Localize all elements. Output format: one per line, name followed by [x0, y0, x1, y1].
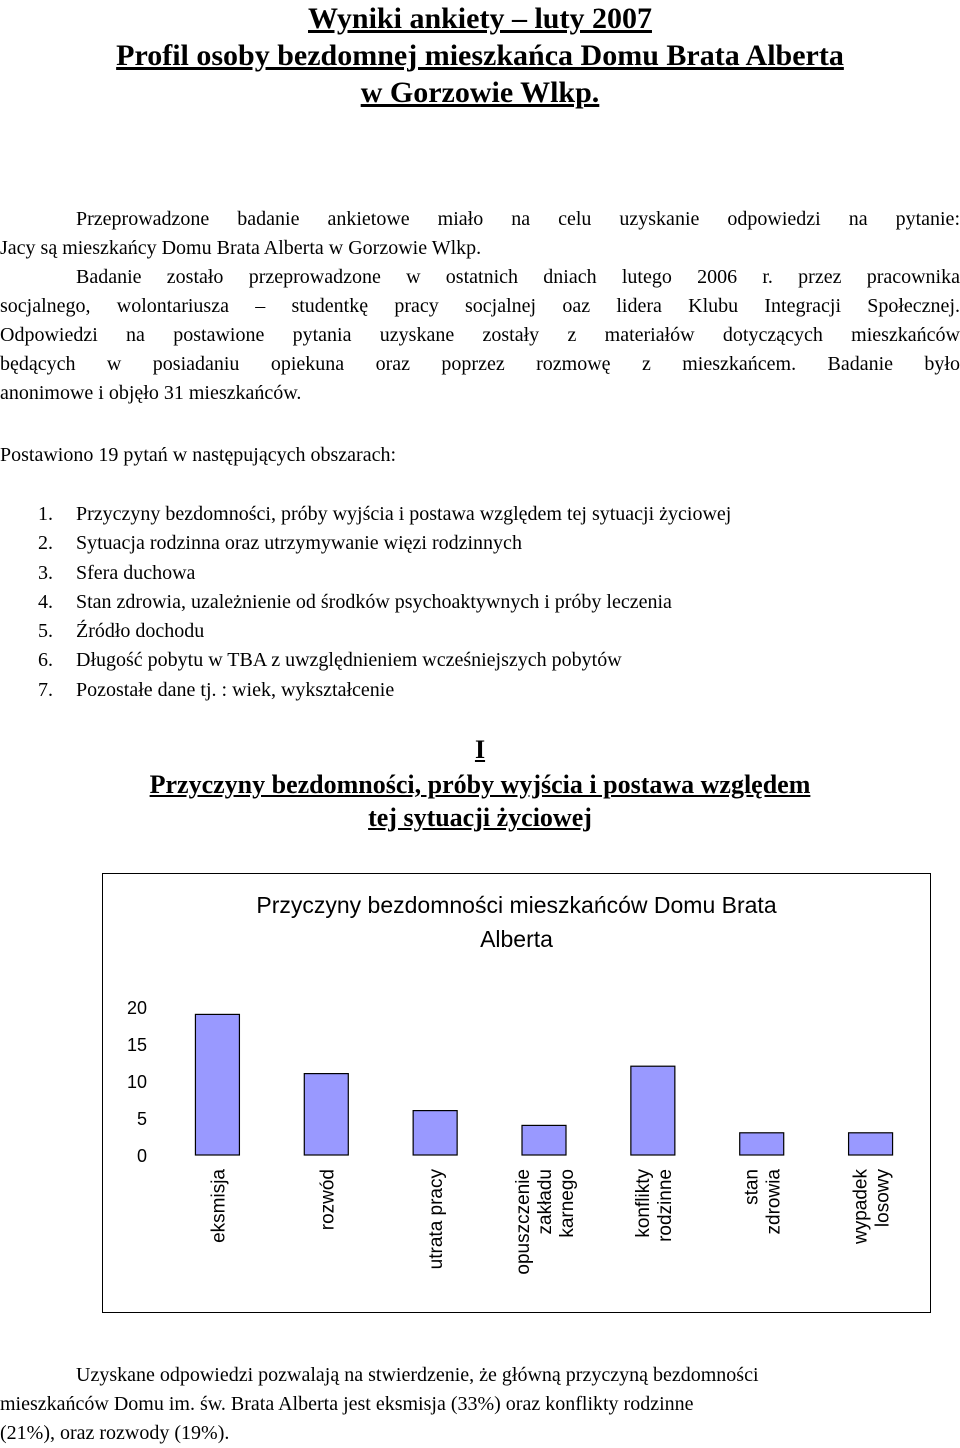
intro-line: Badanie zostało przeprowadzone w ostatnich dniach lutego 2006 r. przez pracownika	[76, 266, 960, 288]
report-subtitle-location: w Gorzowie Wlkp.	[360, 76, 600, 109]
list-text: Sfera duchowa	[76, 561, 196, 584]
list-text: Przyczyny bezdomności, próby wyjścia i postawa względem tej sytuacji życiowej	[76, 503, 732, 525]
list-item	[38, 646, 731, 675]
areas-list	[38, 500, 731, 705]
x-category-label: stanzdrowia	[741, 1169, 785, 1235]
list-item	[38, 559, 731, 588]
conclusion-line: mieszkańców Domu im. św. Brata Alberta jest eksmisja (33%) oraz konflikty rodzinne	[0, 1393, 694, 1415]
y-tick-label: 10	[126, 1072, 147, 1092]
list-item	[38, 500, 731, 529]
intro-line: socjalnego, wolontariusza – studentkę pracy socjalnej oaz lidera Klubu Integracji Społecznej.	[0, 295, 960, 317]
intro-line: Jacy są mieszkańcy Domu Brata Alberta w Gorzowie Wlkp.	[0, 237, 482, 259]
section-title	[0, 768, 960, 834]
bar	[413, 1111, 457, 1155]
y-tick-label: 20	[126, 998, 147, 1018]
list-item	[38, 529, 731, 558]
section-number: I	[474, 735, 486, 764]
intro-line: będących w posiadaniu opiekuna oraz poprzez rozmowę z mieszkańcem. Badanie było	[0, 353, 960, 375]
list-number: 2.	[38, 532, 53, 555]
chart-frame	[102, 873, 931, 1313]
intro-line: Odpowiedzi na postawione pytania uzyskane zostały z materiałów dotyczących mieszkańców	[0, 324, 960, 346]
x-category-label: eksmisja	[208, 1169, 230, 1243]
chart-title-line: Przyczyny bezdomności mieszkańców Domu Brata	[256, 892, 777, 918]
list-text: Stan zdrowia, uzależnienie od środków psychoaktywnych i próby leczenia	[76, 590, 672, 613]
bar	[304, 1074, 348, 1155]
bar-chart	[103, 874, 929, 1311]
list-number: 7.	[38, 678, 53, 701]
conclusion-line: Uzyskane odpowiedzi pozwalają na stwierdzenie, że główną przyczyną bezdomności	[76, 1364, 759, 1386]
bar	[195, 1014, 239, 1155]
bar	[631, 1066, 675, 1155]
bar	[740, 1133, 784, 1155]
list-number: 4.	[38, 590, 53, 613]
list-number: 1.	[38, 503, 53, 525]
list-text: Długość pobytu w TBA z uwzględnieniem wcześniejszych pobytów	[76, 649, 622, 672]
x-category-label: utrata pracy	[426, 1169, 448, 1270]
areas-intro: Postawiono 19 pytań w następujących obszarach:	[0, 444, 397, 466]
intro-paragraph	[0, 205, 960, 408]
list-number: 5.	[38, 620, 53, 643]
list-item	[38, 617, 731, 646]
list-item	[38, 676, 731, 705]
intro-line: anonimowe i objęło 31 mieszkańców.	[0, 382, 302, 404]
intro-line: Przeprowadzone badanie ankietowe miało na celu uzyskanie odpowiedzi na pytanie:	[76, 208, 960, 230]
report-subtitle: Profil osoby bezdomnej mieszkańca Domu Brata Alberta	[116, 39, 844, 72]
y-tick-label: 15	[126, 1035, 147, 1055]
bar	[849, 1133, 893, 1155]
x-category-label: konfliktyrodzinne	[632, 1169, 676, 1242]
conclusion-paragraph	[0, 1361, 960, 1448]
y-tick-label: 5	[136, 1109, 147, 1129]
bar	[522, 1125, 566, 1155]
list-text: Pozostałe dane tj. : wiek, wykształcenie	[76, 678, 395, 701]
chart-title-line: Alberta	[480, 926, 553, 952]
list-item	[38, 588, 731, 617]
x-category-label: wypadeklosowy	[850, 1169, 894, 1244]
x-category-label: opuszczeniezakładukarnego	[513, 1169, 578, 1275]
conclusion-line: (21%), oraz rozwody (19%).	[0, 1422, 230, 1444]
list-text: Źródło dochodu	[76, 620, 205, 643]
list-number: 3.	[38, 561, 53, 584]
y-tick-label: 0	[136, 1146, 147, 1166]
section-title-line: Przyczyny bezdomności, próby wyjścia i postawa względem	[149, 770, 811, 799]
report-title: Wyniki ankiety – luty 2007	[308, 2, 652, 35]
list-number: 6.	[38, 649, 53, 672]
list-text: Sytuacja rodzinna oraz utrzymywanie więzi rodzinnych	[76, 532, 522, 555]
section-title-line: tej sytuacji życiowej	[368, 803, 592, 832]
x-category-label: rozwód	[317, 1169, 339, 1231]
